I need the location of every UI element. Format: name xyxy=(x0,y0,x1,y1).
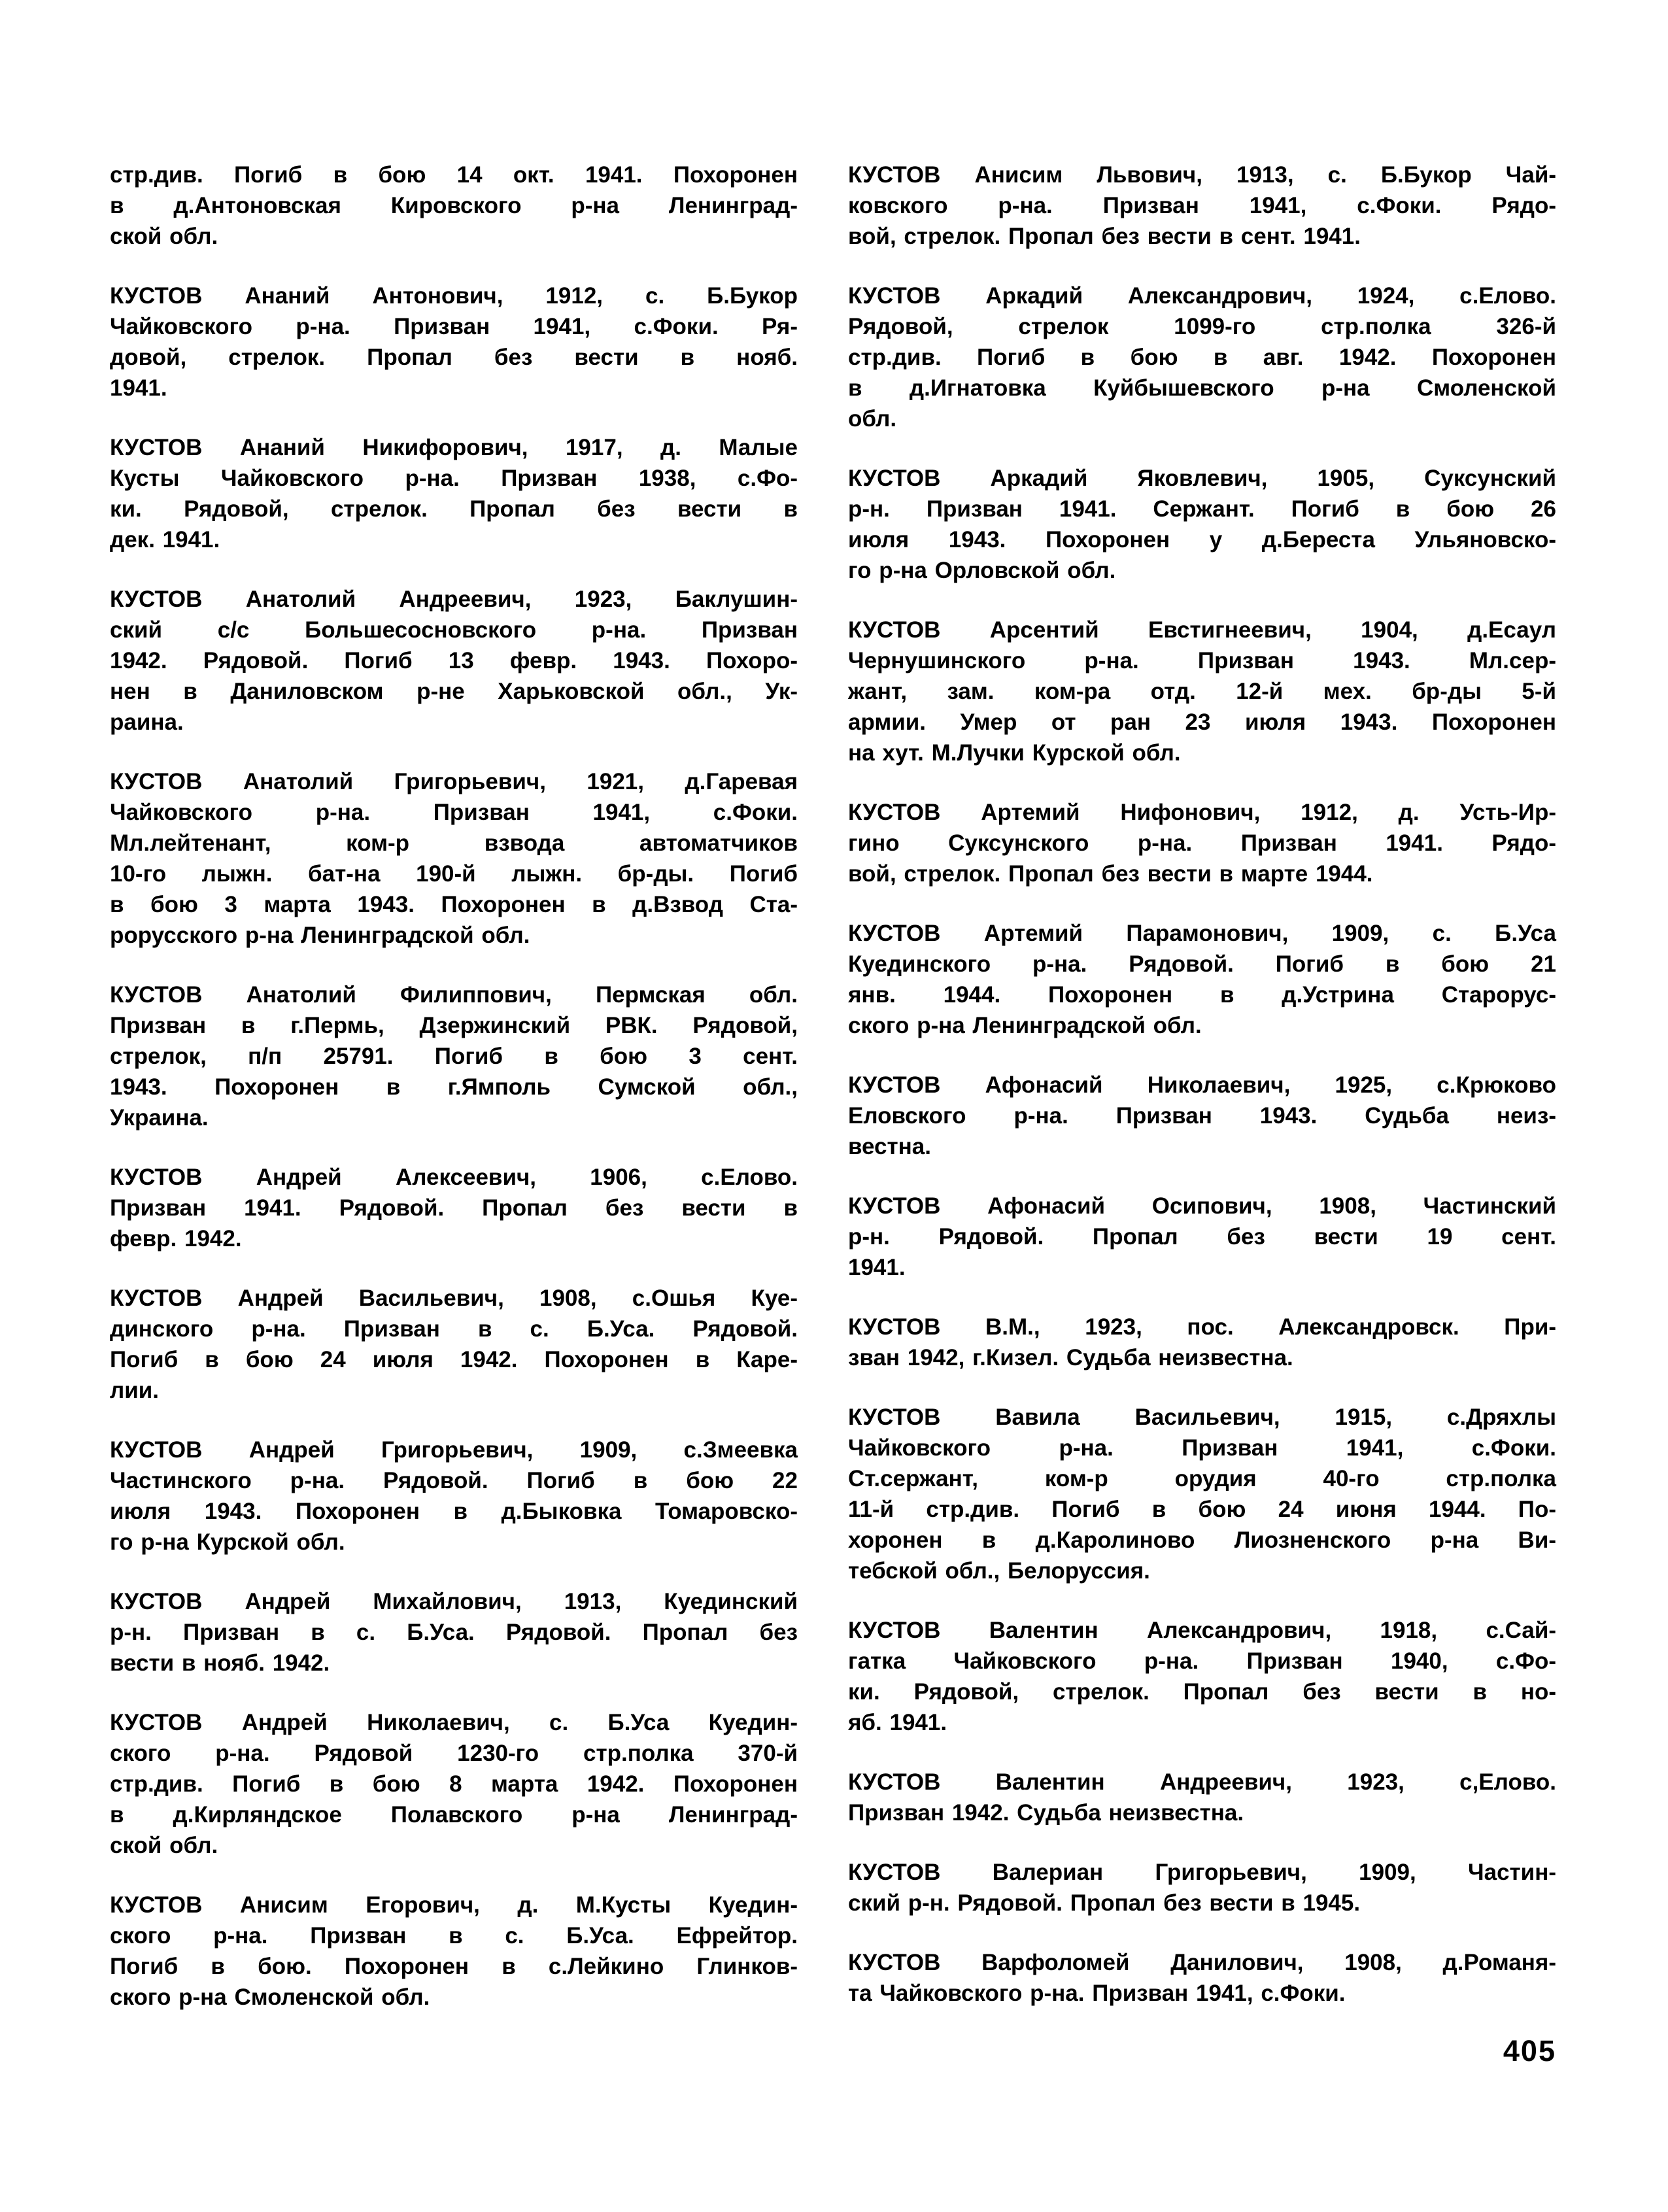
entry-line: вой, стрелок. Пропал без вести в марте 1944. xyxy=(848,861,1373,887)
entry-line: июля 1943. Похоронен у д.Береста Ульяновско- xyxy=(848,527,1556,553)
entry-line: Рядовой, стрелок 1099-го стр.полка 326-й xyxy=(848,314,1556,339)
entry-line: ского р-на. Рядовой 1230-го стр.полка 370-й xyxy=(110,1741,798,1766)
entry-line: КУСТОВ Артемий Парамонович, 1909, с. Б.Уса xyxy=(848,921,1556,946)
entry-line: КУСТОВ Андрей Михайлович, 1913, Куединский xyxy=(110,1589,798,1614)
entry-line: вести в нояб. 1942. xyxy=(110,1650,330,1676)
memorial-entry xyxy=(848,1947,1556,2009)
entry-line: Украина. xyxy=(110,1105,209,1131)
memorial-entry xyxy=(110,1435,798,1557)
memorial-entry xyxy=(848,1857,1556,1918)
entry-line: обл. xyxy=(848,406,897,432)
entry-line: Ст.сержант, ком-р орудия 40-го стр.полка xyxy=(848,1466,1556,1491)
entry-line: КУСТОВ Андрей Николаевич, с. Б.Уса Куедин- xyxy=(110,1710,798,1735)
entry-line: КУСТОВ Ананий Никифорович, 1917, д. Малые xyxy=(110,435,798,460)
entry-line: Частинского р-на. Рядовой. Погиб в бою 22 xyxy=(110,1468,798,1493)
entry-line: лии. xyxy=(110,1378,159,1403)
memorial-entry xyxy=(848,160,1556,252)
entry-line: КУСТОВ Афонасий Осипович, 1908, Частинский xyxy=(848,1193,1556,1219)
entry-line: зван 1942, г.Кизел. Судьба неизвестна. xyxy=(848,1345,1293,1370)
entry-line: КУСТОВ Анатолий Григорьевич, 1921, д.Гаревая xyxy=(110,769,798,794)
memorial-entry xyxy=(110,1707,798,1861)
entry-line: нен в Даниловском р-не Харьковской обл., Ук- xyxy=(110,679,798,704)
entry-line: Куединского р-на. Рядовой. Погиб в бою 21 xyxy=(848,951,1556,977)
entry-line: Призван в г.Пермь, Дзержинский РВК. Рядовой, xyxy=(110,1013,798,1038)
entry-line: Кусты Чайковского р-на. Призван 1938, с.Фо- xyxy=(110,466,798,491)
memorial-entry xyxy=(110,281,798,403)
memorial-entry xyxy=(110,584,798,738)
entry-line: тебской обл., Белоруссия. xyxy=(848,1558,1150,1584)
entry-line: Погиб в бою 24 июля 1942. Похоронен в Каре- xyxy=(110,1347,798,1372)
entry-line: КУСТОВ Аркадий Александрович, 1924, с.Елово. xyxy=(848,283,1556,309)
entry-line: Чайковского р-на. Призван 1941, с.Фоки. Ря- xyxy=(110,314,798,339)
entry-line: ского р-на Смоленской обл. xyxy=(110,1984,430,2010)
entry-line: 1942. Рядовой. Погиб 13 февр. 1943. Похоро- xyxy=(110,648,798,673)
memorial-entry xyxy=(110,160,798,252)
entry-line: в бою 3 марта 1943. Похоронен в д.Взвод Ста- xyxy=(110,892,798,917)
entry-line: КУСТОВ Анисим Львович, 1913, с. Б.Букор Чай- xyxy=(848,162,1556,188)
entry-line: КУСТОВ Артемий Нифонович, 1912, д. Усть-Ир- xyxy=(848,800,1556,825)
entry-line: р-н. Рядовой. Пропал без вести 19 сент. xyxy=(848,1224,1556,1250)
entry-line: в д.Кирляндское Полавского р-на Ленинград- xyxy=(110,1802,798,1828)
memorial-entry xyxy=(848,1191,1556,1283)
entry-line: КУСТОВ Андрей Васильевич, 1908, с.Ошья Куе- xyxy=(110,1285,798,1311)
memorial-entry xyxy=(110,432,798,555)
entry-line: 1941. xyxy=(110,375,167,401)
entry-line: стрелок, п/п 25791. Погиб в бою 3 сент. xyxy=(110,1044,798,1069)
entry-line: КУСТОВ Валентин Александрович, 1918, с.Сай- xyxy=(848,1618,1556,1643)
entry-line: ский р-н. Рядовой. Пропал без вести в 1945. xyxy=(848,1890,1361,1916)
entry-line: го р-на Курской обл. xyxy=(110,1529,345,1555)
entry-line: на хут. М.Лучки Курской обл. xyxy=(848,740,1181,766)
page-number: 405 xyxy=(1503,2034,1556,2067)
entry-line: КУСТОВ Анатолий Андреевич, 1923, Баклушин- xyxy=(110,587,798,612)
entry-line: раина. xyxy=(110,709,184,735)
memorial-entry xyxy=(110,766,798,951)
memorial-entry xyxy=(848,463,1556,586)
entry-line: Призван 1941. Рядовой. Пропал без вести в xyxy=(110,1195,798,1221)
entry-line: КУСТОВ Андрей Григорьевич, 1909, с.Змеевка xyxy=(110,1437,798,1463)
entry-line: жант, зам. ком-ра отд. 12-й мех. бр-ды 5-й xyxy=(848,679,1556,704)
entry-line: Еловского р-на. Призван 1943. Судьба неиз- xyxy=(848,1103,1556,1129)
entry-line: в д.Игнатовка Куйбышевского р-на Смоленской xyxy=(848,375,1556,401)
memorial-entry xyxy=(110,1586,798,1678)
entry-line: Призван 1942. Судьба неизвестна. xyxy=(848,1800,1244,1826)
entry-line: янв. 1944. Похоронен в д.Устрина Старорус- xyxy=(848,982,1556,1008)
entry-line: р-н. Призван 1941. Сержант. Погиб в бою 26 xyxy=(848,496,1556,522)
entry-line: ковского р-на. Призван 1941, с.Фоки. Рядо- xyxy=(848,193,1556,218)
entry-line: КУСТОВ Варфоломей Данилович, 1908, д.Романя- xyxy=(848,1950,1556,1975)
memorial-entry xyxy=(110,1283,798,1406)
memorial-entry xyxy=(848,918,1556,1041)
entry-line: Погиб в бою. Похоронен в с.Лейкино Глинков- xyxy=(110,1954,798,1979)
entry-line: вестна. xyxy=(848,1134,931,1159)
memorial-entry xyxy=(848,1615,1556,1738)
memorial-entry xyxy=(848,797,1556,889)
entry-line: ки. Рядовой, стрелок. Пропал без вести в но- xyxy=(848,1679,1556,1705)
entry-line: февр. 1942. xyxy=(110,1226,242,1251)
entry-line: ский с/с Большесосновского р-на. Призван xyxy=(110,617,798,643)
entry-line: 10-го лыжн. бат-на 190-й лыжн. бр-ды. Погиб xyxy=(110,861,798,887)
entry-line: 1941. xyxy=(848,1255,906,1280)
entry-line: КУСТОВ В.М., 1923, пос. Александровск. При- xyxy=(848,1314,1556,1340)
entry-line: гино Суксунского р-на. Призван 1941. Рядо- xyxy=(848,830,1556,856)
entry-line: 1943. Похоронен в г.Ямполь Сумской обл., xyxy=(110,1074,798,1100)
memorial-entry xyxy=(110,1162,798,1254)
entry-line: в д.Антоновская Кировского р-на Ленинград- xyxy=(110,193,798,218)
entry-line: Мл.лейтенант, ком-р взвода автоматчиков xyxy=(110,830,798,856)
entry-line: КУСТОВ Валентин Андреевич, 1923, с,Елово. xyxy=(848,1769,1556,1795)
entry-line: стр.див. Погиб в бою в авг. 1942. Похоронен xyxy=(848,345,1556,370)
entry-line: армии. Умер от ран 23 июля 1943. Похоронен xyxy=(848,709,1556,735)
entry-line: стр.див. Погиб в бою 8 марта 1942. Похоронен xyxy=(110,1771,798,1797)
entry-line: июля 1943. Похоронен в д.Быковка Томаровско- xyxy=(110,1499,798,1524)
entry-line: КУСТОВ Анисим Егорович, д. М.Кусты Куедин- xyxy=(110,1892,798,1918)
entry-line: ской обл. xyxy=(110,224,218,249)
entry-line: ской обл. xyxy=(110,1833,218,1858)
entry-line: КУСТОВ Анатолий Филиппович, Пермская обл. xyxy=(110,982,798,1008)
memorial-entry xyxy=(110,1890,798,2013)
entry-line: КУСТОВ Ананий Антонович, 1912, с. Б.Букор xyxy=(110,283,798,309)
entry-line: р-н. Призван в с. Б.Уса. Рядовой. Пропал без xyxy=(110,1620,798,1645)
entry-line: КУСТОВ Афонасий Николаевич, 1925, с.Крюково xyxy=(848,1072,1556,1098)
entry-line: рорусского р-на Ленинградской обл. xyxy=(110,923,530,948)
entry-line: гатка Чайковского р-на. Призван 1940, с.Фо- xyxy=(848,1648,1556,1674)
entry-line: го р-на Орловской обл. xyxy=(848,558,1116,583)
entry-line: КУСТОВ Аркадий Яковлевич, 1905, Суксунский xyxy=(848,466,1556,491)
entry-line: яб. 1941. xyxy=(848,1710,947,1735)
entry-line: стр.див. Погиб в бою 14 окт. 1941. Похоронен xyxy=(110,162,798,188)
column-left xyxy=(110,160,798,2013)
entry-line: хоронен в д.Каролиново Лиозненского р-на Ви- xyxy=(848,1527,1556,1553)
entry-line: КУСТОВ Арсентий Евстигнеевич, 1904, д.Есаул xyxy=(848,617,1556,643)
entry-line: вой, стрелок. Пропал без вести в сент. 1941. xyxy=(848,224,1361,249)
memorial-entry xyxy=(848,1312,1556,1373)
entry-line: 11-й стр.див. Погиб в бою 24 июня 1944. По- xyxy=(848,1497,1556,1522)
memorial-entry xyxy=(848,281,1556,434)
memorial-entry xyxy=(848,1070,1556,1162)
entry-line: та Чайковского р-на. Призван 1941, с.Фоки. xyxy=(848,1981,1346,2006)
entry-line: динского р-на. Призван в с. Б.Уса. Рядовой. xyxy=(110,1316,798,1342)
entry-line: Чайковского р-на. Призван 1941, с.Фоки. xyxy=(110,800,798,825)
entry-line: КУСТОВ Валериан Григорьевич, 1909, Частин- xyxy=(848,1860,1556,1885)
entry-line: КУСТОВ Андрей Алексеевич, 1906, с.Елово. xyxy=(110,1165,798,1190)
entry-line: дек. 1941. xyxy=(110,527,220,553)
memorial-entry xyxy=(848,1767,1556,1828)
column-right xyxy=(848,160,1556,2009)
memorial-entry xyxy=(848,615,1556,768)
entry-line: Чайковского р-на. Призван 1941, с.Фоки. xyxy=(848,1435,1556,1461)
memorial-entry xyxy=(848,1402,1556,1586)
entry-line: ки. Рядовой, стрелок. Пропал без вести в xyxy=(110,496,798,522)
entry-line: довой, стрелок. Пропал без вести в нояб. xyxy=(110,345,798,370)
entry-line: ского р-на Ленинградской обл. xyxy=(848,1013,1202,1038)
entry-line: Чернушинского р-на. Призван 1943. Мл.сер- xyxy=(848,648,1556,673)
entry-line: ского р-на. Призван в с. Б.Уса. Ефрейтор. xyxy=(110,1923,798,1948)
entry-line: КУСТОВ Вавила Васильевич, 1915, с.Дряхлы xyxy=(848,1404,1556,1430)
memorial-entry xyxy=(110,979,798,1133)
